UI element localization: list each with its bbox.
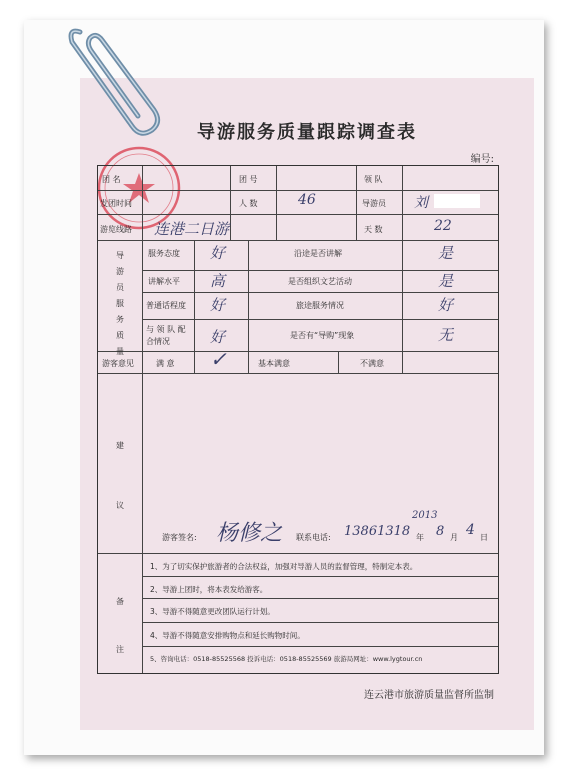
- paperclip-icon: [58, 22, 168, 142]
- basic-satisfied-option: 基本满意: [258, 359, 290, 368]
- year-unit: 年: [416, 533, 424, 542]
- footer-issuer: 连云港市旅游质量监督所监制: [364, 690, 494, 701]
- form-title: 导游服务质量跟踪调查表: [197, 122, 417, 143]
- team-number-label: 团 号: [239, 175, 258, 184]
- item-label: 服务态度: [148, 249, 180, 258]
- phone-value: 13861318: [344, 524, 411, 539]
- guide-label: 导游员: [362, 199, 386, 208]
- departure-time-label: 发团时间: [100, 199, 132, 208]
- route-value: 连港二日游: [154, 220, 230, 238]
- days-value: 22: [434, 218, 452, 234]
- day-unit: 日: [480, 533, 488, 542]
- guide-value: 刘: [414, 195, 428, 211]
- photo-frame: [24, 20, 544, 755]
- item-question: 沿途是否讲解: [294, 249, 342, 258]
- route-label: 游览线路: [100, 225, 132, 234]
- remark-line: 2、导游上团时，将本表发给游客。: [150, 585, 268, 594]
- remark-line: 3、导游不得随意更改团队运行计划。: [150, 607, 275, 616]
- item-value: 高: [210, 272, 226, 290]
- item-value: 好: [210, 244, 226, 262]
- item-question: 旅途服务情况: [296, 301, 344, 310]
- item-answer: 是: [438, 272, 454, 290]
- year-value: 2013: [412, 510, 438, 521]
- month-value: 8: [436, 524, 445, 539]
- item-answer: 无: [438, 326, 454, 344]
- remark-line: 4、导游不得随意安排购物点和延长购物时间。: [150, 631, 305, 640]
- item-question: 是否有“导购”现象: [290, 331, 355, 340]
- team-name-label: 团 名: [102, 175, 121, 184]
- remark-line: 5、咨询电话：0518-85525568 投诉电话：0518-85525569 旅游局网址：www.lygtour.cn: [150, 655, 423, 663]
- item-label: 与 领 队 配合情况: [146, 325, 186, 346]
- headcount-label: 人 数: [239, 199, 258, 208]
- unsatisfied-option: 不满意: [360, 359, 384, 368]
- item-label: 讲解水平: [148, 277, 180, 286]
- remarks-label: 备 注: [116, 597, 124, 654]
- item-label: 普通话程度: [146, 301, 186, 310]
- headcount-value: 46: [298, 192, 316, 208]
- item-value: 好: [210, 328, 226, 346]
- item-answer: 好: [438, 296, 454, 314]
- phone-label: 联系电话:: [296, 533, 331, 542]
- satisfied-option: 满 意: [156, 359, 175, 368]
- item-answer: 是: [438, 244, 454, 262]
- item-question: 是否组织文艺活动: [288, 277, 352, 286]
- suggestion-label: 建 议: [116, 441, 124, 510]
- serial-number-label: 编号:: [470, 154, 494, 165]
- days-label: 天 数: [364, 225, 383, 234]
- day-value: 4: [466, 522, 475, 538]
- item-value: 好: [210, 296, 226, 314]
- check-mark: ✓: [210, 347, 227, 371]
- signature-label: 游客签名:: [162, 533, 197, 542]
- form-sheet: [80, 78, 534, 730]
- remark-line: 1、为了切实保护旅游者的合法权益，加强对导游人员的监督管理，特制定本表。: [150, 562, 418, 571]
- form-table: [97, 165, 499, 674]
- tour-leader-label: 领 队: [364, 175, 383, 184]
- opinion-label: 游客意见: [102, 359, 134, 368]
- month-unit: 月: [450, 533, 458, 542]
- section-label: 导游员服务质量: [116, 251, 124, 356]
- redaction: [434, 194, 480, 208]
- signature-value: 杨修之: [216, 521, 283, 546]
